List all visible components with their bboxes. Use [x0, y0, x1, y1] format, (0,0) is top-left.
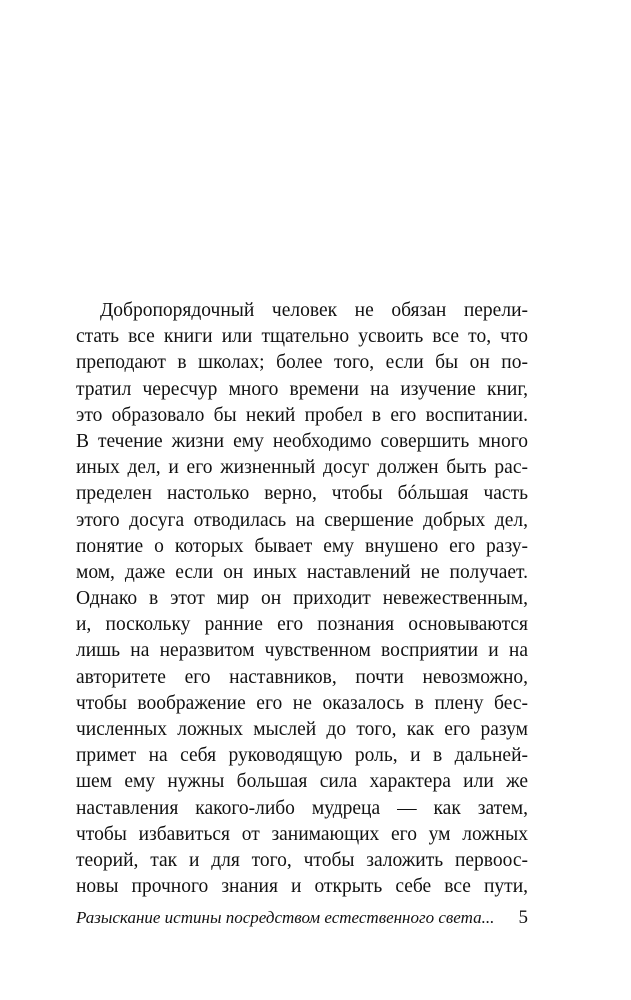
- text-line: это образовало бы некий пробел в его воспитании.: [76, 404, 528, 426]
- text-line: мом, даже если он иных наставлений не получает.: [76, 561, 528, 583]
- text-line: теорий, так и для того, чтобы заложить первоос-: [76, 849, 528, 871]
- page-footer: [76, 905, 528, 931]
- text-line: понятие о которых бывает ему внушено его разу-: [76, 535, 528, 557]
- text-line: стать все книги или тщательно усвоить все то, что: [76, 326, 528, 348]
- text-line: В течение жизни ему необходимо совершить много: [76, 430, 528, 452]
- text-line: чтобы избавиться от занимающих его ум ложных: [76, 823, 528, 845]
- body-paragraph: [76, 298, 528, 900]
- text-line: иных дел, и его жизненный досуг должен быть рас-: [76, 457, 528, 479]
- text-line: этого досуга отводилась на свершение добрых дел,: [76, 509, 528, 531]
- text-line: и, поскольку ранние его познания основываются: [76, 614, 528, 636]
- text-line: чтобы воображение его не оказалось в плену бес-: [76, 692, 528, 714]
- text-line: Однако в этот мир он приходит невежественным,: [76, 588, 528, 610]
- text-line: Добропорядочный человек не обязан перели-: [100, 300, 528, 321]
- text-line: новы прочного знания и открыть себе все пути,: [76, 876, 528, 898]
- text-line: авторитете его наставников, почти невозможно,: [76, 666, 528, 688]
- text-line: пределен настолько верно, чтобы бóльшая часть: [76, 483, 528, 505]
- text-line: наставления какого-либо мудреца — как затем,: [76, 797, 528, 819]
- page-number: 5: [518, 907, 528, 928]
- running-head: Разыскание истины посредством естественного света...: [76, 908, 495, 927]
- text-line: тратил чересчур много времени на изучение книг,: [76, 378, 528, 400]
- text-line: численных ложных мыслей до того, как его разум: [76, 719, 528, 740]
- text-line: шем ему нужны большая сила характера или же: [76, 771, 528, 793]
- text-line: преподают в школах; более того, если бы он по-: [76, 352, 528, 374]
- text-line: примет на себя руководящую роль, и в дальней-: [76, 745, 528, 767]
- text-line: лишь на неразвитом чувственном восприятии и на: [76, 640, 528, 662]
